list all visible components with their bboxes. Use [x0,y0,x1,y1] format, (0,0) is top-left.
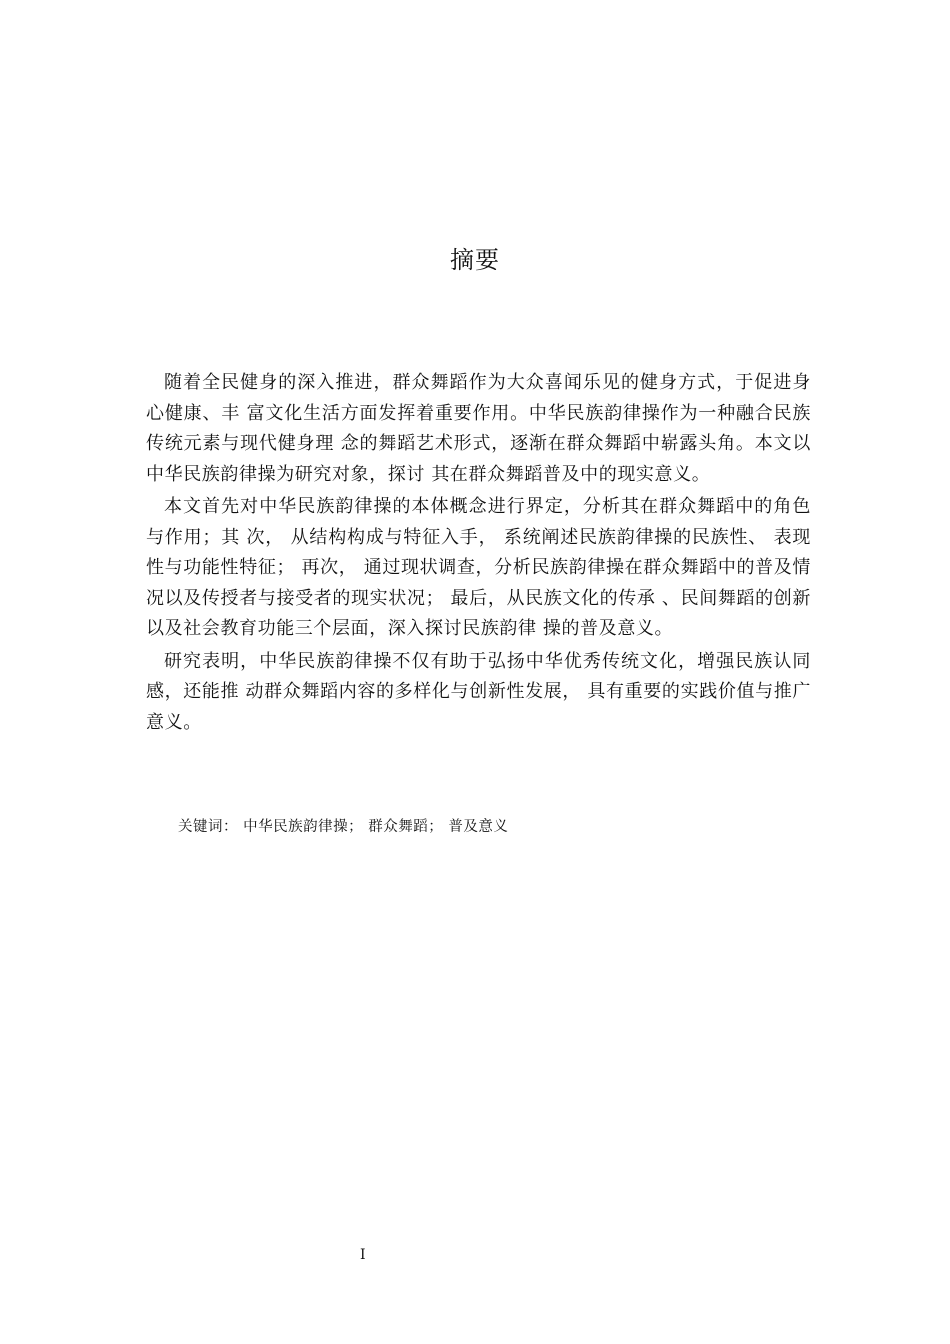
abstract-body [146,368,811,740]
abstract-paragraph-2: 本文首先对中华民族韵律操的本体概念进行界定，分析其在群众舞蹈中的角色与作用；其 次， 从结构构成与特征入手， 系统阐述民族韵律操的民族性、 表现性与功能性特征； 再次， 通过现状调查，分析民族韵律操在群众舞蹈中的普及情况以及传授者与接受者的现实状况； 最后，从民族文化的传承 、民间舞蹈的创新以及社会教育功能三个层面，深入探讨民族韵律 操的普及意义。 [146,496,811,639]
keywords-line: 关键词： 中华民族韵律操； 群众舞蹈； 普及意义 [178,819,509,835]
page-number: I [360,1247,366,1263]
abstract-paragraph-3: 研究表明，中华民族韵律操不仅有助于弘扬中华优秀传统文化，增强民族认同感，还能推 动群众舞蹈内容的多样化与创新性发展， 具有重要的实践价值与推广意义。 [146,650,811,733]
page-title: 摘要 [450,246,500,274]
abstract-paragraph-1: 随着全民健身的深入推进，群众舞蹈作为大众喜闻乐见的健身方式，于促进身心健康、丰 富文化生活方面发挥着重要作用。中华民族韵律操作为一种融合民族传统元素与现代健身理 念的舞蹈艺术形式，逐渐在群众舞蹈中崭露头角。本文以中华民族韵律操为研究对象，探讨 其在群众舞蹈普及中的现实意义。 [146,372,811,485]
